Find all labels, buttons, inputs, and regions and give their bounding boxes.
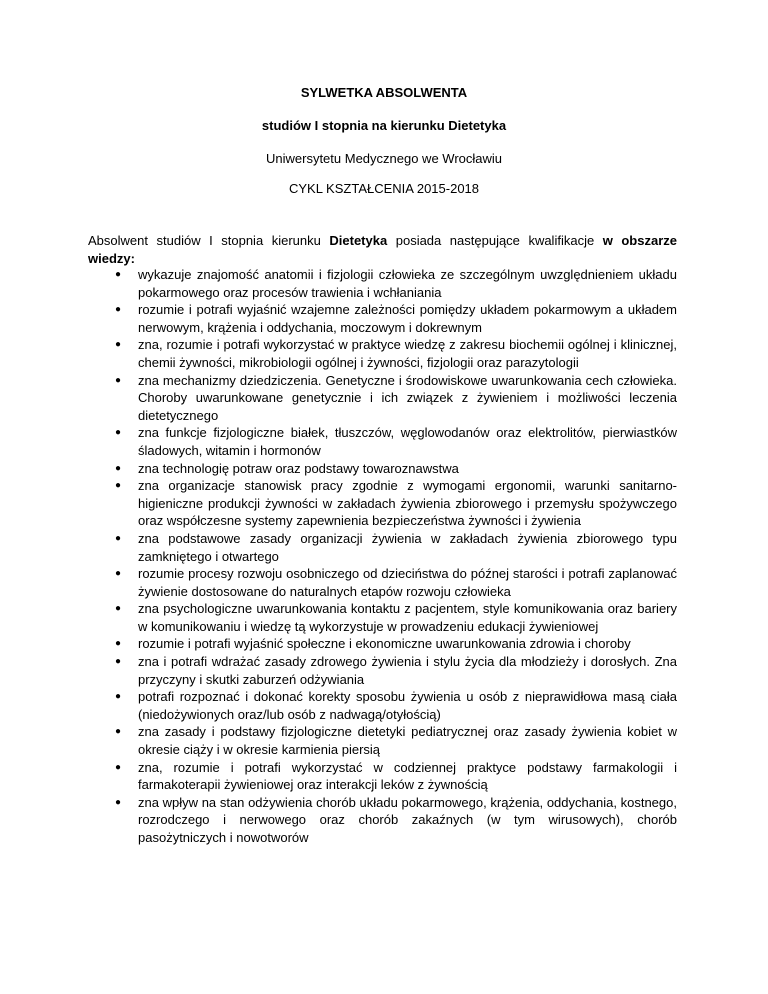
bullet-icon: ● xyxy=(115,603,122,615)
list-item-text: zna wpływ na stan odżywienia chorób układu pokarmowego, krążenia, oddychania, kostnego, rozrodczego i nerwowego oraz chorób zakaźnych (w tym wirusowych), chorób pasożytniczych i nowotworów xyxy=(138,794,677,845)
list-item-text: zna technologię potraw oraz podstawy towaroznawstwa xyxy=(138,460,459,476)
bullet-icon: ● xyxy=(115,304,122,316)
list-item xyxy=(88,372,677,425)
list-item xyxy=(88,794,677,847)
list-item-text: rozumie i potrafi wyjaśnić wzajemne zależności pomiędzy układem pokarmowym a układem nerwowym, krążenia i oddychania, moczowym i dokrewnym xyxy=(138,302,677,335)
list-item-text: wykazuje znajomość anatomii i fizjologii człowieka ze szczególnym uwzględnieniem układu pokarmowego oraz procesów trawienia i wchłaniania xyxy=(138,267,677,300)
list-item xyxy=(88,759,677,794)
list-item xyxy=(88,635,677,653)
knowledge-list xyxy=(88,266,677,847)
bullet-icon: ● xyxy=(115,726,122,738)
document-subtitle: studiów I stopnia na kierunku Dietetyka xyxy=(261,118,507,133)
list-item xyxy=(88,301,677,336)
intro-paragraph xyxy=(88,232,677,268)
bullet-icon: ● xyxy=(115,691,122,703)
list-item xyxy=(88,600,677,635)
intro-text-2: posiada następujące kwalifikacje xyxy=(387,233,603,248)
list-item-text: zna psychologiczne uwarunkowania kontaktu z pacjentem, style komunikowania oraz bariery w komunikowaniu i wiedzę tą wykorzystuje w prowadzeniu edukacji żywieniowej xyxy=(138,601,677,634)
list-item xyxy=(88,565,677,600)
bullet-icon: ● xyxy=(115,374,122,386)
bullet-icon: ● xyxy=(115,462,122,474)
list-item xyxy=(88,460,677,478)
list-item-text: rozumie i potrafi wyjaśnić społeczne i ekonomiczne uwarunkowania zdrowia i choroby xyxy=(138,636,631,652)
bullet-icon: ● xyxy=(115,638,122,650)
list-item xyxy=(88,477,677,530)
list-item-text: zna organizacje stanowisk pracy zgodnie z wymogami ergonomii, warunki sanitarno-higieniczne produkcji żywności w zakładach żywienia zbiorowego i przemysłu spożywczego oraz współczesne systemy zapewnienia bezpieczeństwa żywności i żywienia xyxy=(138,478,677,529)
list-item-text: rozumie procesy rozwoju osobniczego od dzieciństwa do późnej starości i potrafi zaplanować żywienie dostosowane do naturalnych etapów rozwoju człowieka xyxy=(138,566,677,599)
list-item xyxy=(88,653,677,688)
list-item-text: zna, rozumie i potrafi wykorzystać w praktyce wiedzę z zakresu biochemii ogólnej i klinicznej, chemii żywności, mikrobiologii ogólnej i żywności, fizjologii oraz parazytologii xyxy=(138,337,677,370)
intro-field-name: Dietetyka xyxy=(329,233,388,248)
list-item xyxy=(88,530,677,565)
intro-text-1: Absolwent studiów I stopnia kierunku xyxy=(88,233,330,248)
list-item-text: zna, rozumie i potrafi wykorzystać w codziennej praktyce podstawy farmakologii i farmakoterapii żywieniowej oraz interakcji leków z żywnością xyxy=(138,759,677,793)
bullet-icon: ● xyxy=(115,427,122,439)
bullet-icon: ● xyxy=(115,532,122,544)
university-name: Uniwersytetu Medycznego we Wrocławiu xyxy=(265,151,503,166)
education-cycle: CYKL KSZTAŁCENIA 2015-2018 xyxy=(288,181,480,196)
list-item-text: zna funkcje fizjologiczne białek, tłuszczów, węglowodanów oraz elektrolitów, pierwiastków śladowych, witamin i hormonów xyxy=(138,425,677,458)
list-item-text: zna zasady i podstawy fizjologiczne dietetyki pediatrycznej oraz zasady żywienia kobiet w okresie ciąży i w okresie karmienia piersią xyxy=(138,724,677,758)
intro-area-label: w obszarze wiedzy: xyxy=(88,233,677,266)
list-item-text: zna i potrafi wdrażać zasady zdrowego żywienia i stylu życia dla młodzieży i dorosłych. Zna przyczyny i skutki zaburzeń odżywiania xyxy=(138,654,677,687)
list-item xyxy=(88,266,677,301)
list-item-text: zna podstawowe zasady organizacji żywienia w zakładach żywienia zbiorowego typu zamkniętego i otwartego xyxy=(138,530,677,564)
bullet-icon: ● xyxy=(115,761,122,773)
list-item xyxy=(88,336,677,371)
document-title: SYLWETKA ABSOLWENTA xyxy=(300,85,468,100)
list-item xyxy=(88,723,677,758)
bullet-icon: ● xyxy=(115,480,122,492)
bullet-icon: ● xyxy=(115,796,122,808)
bullet-icon: ● xyxy=(115,269,122,280)
list-item-text: potrafi rozpoznać i dokonać korekty sposobu żywienia u osób z nieprawidłowa masą ciała (niedożywionych oraz/lub osób z nadwagą/otyłością) xyxy=(138,689,677,722)
list-item xyxy=(88,424,677,459)
list-item xyxy=(88,688,677,723)
bullet-icon: ● xyxy=(115,656,122,668)
bullet-icon: ● xyxy=(115,568,122,580)
list-item-text: zna mechanizmy dziedziczenia. Genetyczne i środowiskowe uwarunkowania cech człowieka. Choroby uwarunkowane genetycznie i ich związek z żywieniem i możliwości leczenia dietetycznego xyxy=(138,372,677,423)
bullet-icon: ● xyxy=(115,339,122,351)
